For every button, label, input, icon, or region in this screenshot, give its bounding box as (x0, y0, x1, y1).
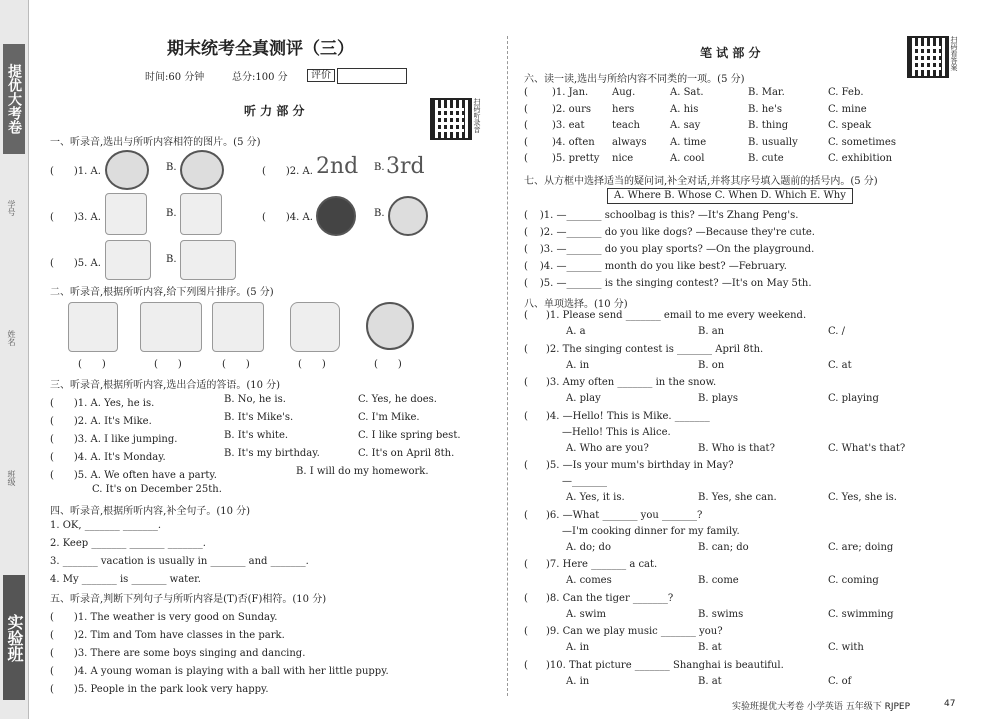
s8-bracket: ( (524, 310, 528, 321)
s1-q1-b: B. (166, 162, 177, 173)
s1-q2-text-a: 2nd (316, 154, 359, 179)
s2-blank-4[interactable]: ( ) (298, 359, 326, 370)
s3-row-3-b: B. It's white. (224, 430, 289, 441)
s8-option-a: A. in (566, 675, 590, 687)
book-spine (0, 0, 29, 719)
s8-option-c: C. are; doing (828, 541, 894, 553)
s8-question-line2: —Hello! This is Alice. (562, 426, 671, 438)
s1-q5-label: ( )5. A. (50, 258, 101, 269)
s6-cell: B. he's (748, 103, 782, 115)
s1-q2-label: ( )2. A. (262, 166, 313, 177)
s5-line-4: ( )4. A young woman is playing with a ball with her little puppy. (50, 666, 389, 677)
answer-qr-label: 扫码看答案 (950, 36, 958, 71)
s8-option-b: B. at (698, 675, 722, 687)
spine-bottom-label: 实验班 (3, 575, 25, 700)
s8-question: )9. Can we play music _______ you? (546, 626, 723, 637)
s6-cell: C. exhibition (828, 153, 893, 164)
section6-heading: 六、读一读,选出与所给内容不同类的一项。(5 分) (524, 74, 745, 85)
s6-cell: teach (612, 120, 640, 131)
s6-cell: B. thing (748, 120, 789, 131)
s8-option-b: B. plays (698, 393, 739, 404)
s8-option-b: B. an (698, 326, 725, 337)
s1-q2-text-b: 3rd (386, 154, 425, 179)
s1-q5-picture-b (180, 240, 236, 280)
s8-option-a: A. Yes, it is. (566, 492, 625, 503)
s6-cell: ( (524, 87, 528, 98)
s8-option-c: C. at (828, 359, 852, 371)
listening-qr-code (430, 98, 472, 140)
s8-option-a: A. swim (566, 608, 606, 620)
s6-cell: A. time (670, 136, 707, 148)
s8-question: )3. Amy often _______ in the snow. (546, 377, 717, 388)
s8-option-a: A. in (566, 642, 590, 653)
s1-q3-label: ( )3. A. (50, 212, 101, 223)
written-heading: 笔 试 部 分 (700, 46, 761, 60)
s8-option-a: A. play (566, 393, 601, 404)
s8-bracket: ( (524, 410, 528, 422)
page-title: 期末统考全真测评（三） (167, 39, 354, 59)
s8-question: )7. Here _______ a cat. (546, 559, 658, 570)
s7-line-3: ( )3. —_______ do you play sports? —On the playground. (524, 244, 815, 255)
spine-top-label: 提优大考卷 (3, 44, 25, 154)
s6-cell: B. Mar. (748, 87, 785, 98)
s1-q1-picture-b (180, 150, 224, 190)
s2-picture-1 (68, 302, 118, 352)
s8-option-b: B. swims (698, 608, 744, 620)
s6-cell: A. say (670, 120, 701, 131)
section2-heading: 二、听录音,根据所听内容,给下列图片排序。(5 分) (50, 287, 274, 298)
s1-q5-picture-a (105, 240, 151, 280)
s8-option-c: C. What's that? (828, 442, 906, 454)
s8-option-a: A. do; do (566, 541, 611, 553)
s1-q3-picture-a (105, 193, 147, 235)
s3-row-3: ( )3. A. I like jumping. (50, 434, 178, 445)
time-limit: 时间:60 分钟 (145, 72, 205, 83)
s2-picture-4 (290, 302, 340, 352)
s8-bracket: ( (524, 343, 528, 355)
s8-option-a: A. comes (566, 575, 612, 586)
s8-option-b: B. on (698, 359, 725, 371)
s3-row-1-c: C. Yes, he does. (358, 394, 437, 405)
section1-heading: 一、听录音,选出与所听内容相符的图片。(5 分) (50, 137, 261, 148)
s6-cell: ( (524, 103, 528, 115)
s1-q4-picture-b (388, 196, 428, 236)
s6-cell: Aug. (612, 87, 636, 98)
s8-question: )4. —Hello! This is Mike. _______ (546, 410, 710, 422)
s8-option-a: A. Who are you? (566, 442, 649, 454)
s1-q3-b: B. (166, 208, 177, 219)
evaluation-field (337, 68, 407, 84)
s8-bracket: ( (524, 377, 528, 388)
s2-picture-2 (140, 302, 202, 352)
s2-blank-1[interactable]: ( ) (78, 359, 106, 370)
s8-question: )1. Please send _______ email to me every weekend. (546, 310, 807, 321)
s6-cell: A. cool (670, 153, 705, 164)
s7-line-1: ( )1. —_______ schoolbag is this? —It's Zhang Peng's. (524, 210, 799, 221)
s3-row-2-c: C. I'm Mike. (358, 412, 420, 423)
s8-option-c: C. playing (828, 393, 879, 404)
s6-cell: )3. eat (552, 120, 585, 131)
s7-option-box: A. Where B. Whose C. When D. Which E. Why (607, 188, 853, 204)
s1-q3-picture-b (180, 193, 222, 235)
s6-cell: nice (612, 153, 634, 164)
s7-line-2: ( )2. —_______ do you like dogs? —Because they're cute. (524, 227, 815, 238)
s8-option-b: B. Yes, she can. (698, 492, 777, 503)
s8-option-b: B. can; do (698, 541, 749, 553)
s3-row-5-b: B. I will do my homework. (296, 466, 429, 477)
s1-q1-label: ( )1. A. (50, 166, 101, 177)
s3-row-3-c: C. I like spring best. (358, 430, 461, 441)
s6-cell: )5. pretty (552, 153, 600, 164)
spine-label-number: 班级 (7, 470, 16, 486)
s5-line-3: ( )3. There are some boys singing and dancing. (50, 648, 306, 659)
spine-label-name: 姓名 (7, 330, 16, 346)
s8-question: )8. Can the tiger _______? (546, 592, 674, 604)
s8-question-line2: —_______ (562, 476, 607, 487)
s8-bracket: ( (524, 460, 528, 471)
s8-option-b: B. come (698, 575, 739, 586)
s6-cell: hers (612, 103, 635, 115)
evaluation-label: 评价 (307, 69, 335, 82)
s6-cell: C. sometimes (828, 136, 896, 148)
s6-cell: ( (524, 153, 528, 164)
s1-q1-picture-a (105, 150, 149, 190)
s8-question: )10. That picture _______ Shanghai is beautiful. (546, 659, 784, 671)
s1-q4-b: B. (374, 208, 385, 219)
s6-cell: )2. ours (552, 103, 591, 115)
s4-line-3: 3. _______ vacation is usually in _______ and _______. (50, 556, 309, 567)
s2-blank-5[interactable]: ( ) (374, 359, 402, 370)
s8-bracket: ( (524, 559, 528, 570)
s3-row-5-c: C. It's on December 25th. (92, 484, 222, 495)
s8-bracket: ( (524, 659, 528, 671)
s4-line-4: 4. My _______ is _______ water. (50, 574, 201, 585)
s1-q2-b: B. (374, 162, 385, 173)
evaluation-box (307, 66, 407, 84)
section7-heading: 七、从方框中选择适当的疑问词,补全对话,并将其序号填入题前的括号内。(5 分) (524, 176, 878, 187)
section4-heading: 四、听录音,根据所听内容,补全句子。(10 分) (50, 506, 251, 517)
s6-cell: A. Sat. (670, 87, 704, 98)
s6-cell: ( (524, 120, 528, 131)
s3-row-2-b: B. It's Mike's. (224, 412, 294, 423)
s8-bracket: ( (524, 626, 528, 637)
s8-option-c: C. coming (828, 575, 879, 586)
s8-option-c: C. swimming (828, 608, 894, 620)
s6-cell: always (612, 136, 647, 148)
s6-cell: ( (524, 136, 528, 148)
s2-blank-3[interactable]: ( ) (222, 359, 250, 370)
s7-line-5: ( )5. —_______ is the singing contest? —It's on May 5th. (524, 278, 812, 289)
listening-heading: 听 力 部 分 (244, 104, 305, 118)
s3-row-5: ( )5. A. We often have a party. (50, 470, 217, 481)
s6-cell: )1. Jan. (552, 87, 589, 98)
s8-option-c: C. Yes, she is. (828, 492, 897, 503)
s1-q4-picture-a (316, 196, 356, 236)
s2-blank-2[interactable]: ( ) (154, 359, 182, 370)
s4-line-1: 1. OK, _______ _______. (50, 520, 162, 531)
s8-option-c: C. with (828, 642, 864, 653)
s8-option-c: C. of (828, 675, 852, 687)
s8-option-c: C. / (828, 326, 846, 337)
s6-cell: A. his (670, 103, 699, 115)
page-divider (507, 36, 508, 696)
s8-question: )5. —Is your mum's birthday in May? (546, 460, 734, 471)
s2-picture-5 (366, 302, 414, 350)
s8-option-b: B. Who is that? (698, 442, 775, 454)
section3-heading: 三、听录音,根据所听内容,选出合适的答语。(10 分) (50, 380, 281, 391)
s6-cell: C. speak (828, 120, 872, 131)
s3-row-4: ( )4. A. It's Monday. (50, 452, 166, 463)
s8-bracket: ( (524, 592, 528, 604)
s6-cell: B. usually (748, 136, 798, 148)
s3-row-1-b: B. No, he is. (224, 394, 286, 405)
s5-line-5: ( )5. People in the park look very happy. (50, 684, 269, 695)
s8-question-line2: —I'm cooking dinner for my family. (562, 525, 740, 537)
s8-question: )6. —What _______ you _______? (546, 509, 703, 521)
s5-line-2: ( )2. Tim and Tom have classes in the park. (50, 630, 285, 641)
s8-bracket: ( (524, 509, 528, 521)
s1-q4-label: ( )4. A. (262, 212, 313, 223)
s8-option-b: B. at (698, 642, 722, 653)
s5-line-1: ( )1. The weather is very good on Sunday. (50, 612, 278, 623)
s6-cell: B. cute (748, 153, 784, 164)
s1-q5-b: B. (166, 254, 177, 265)
s6-cell: C. mine (828, 103, 867, 115)
s8-question: )2. The singing contest is _______ April 8th. (546, 343, 764, 355)
s4-line-2: 2. Keep _______ _______ _______. (50, 538, 206, 549)
s6-cell: )4. often (552, 136, 595, 148)
total-score: 总分:100 分 (232, 72, 288, 83)
page-number: 47 (944, 699, 956, 709)
s6-cell: C. Feb. (828, 87, 864, 98)
section5-heading: 五、听录音,判断下列句子与所听内容是(T)否(F)相符。(10 分) (50, 594, 327, 605)
s8-option-a: A. a (566, 326, 586, 337)
s7-line-4: ( )4. —_______ month do you like best? —February. (524, 261, 787, 272)
listening-qr-label: 扫码听录音 (473, 98, 481, 133)
s2-picture-3 (212, 302, 264, 352)
answer-qr-code (907, 36, 949, 78)
section8-heading: 八、单项选择。(10 分) (524, 299, 628, 310)
s3-row-4-b: B. It's my birthday. (224, 448, 320, 459)
s3-row-2: ( )2. A. It's Mike. (50, 416, 152, 427)
s8-option-a: A. in (566, 359, 590, 371)
s3-row-1: ( )1. A. Yes, he is. (50, 398, 155, 409)
footer-book-title: 实验班提优大考卷 小学英语 五年级下 RJPEP (732, 702, 911, 712)
spine-label-class: 学号 (7, 200, 16, 216)
s3-row-4-c: C. It's on April 8th. (358, 448, 455, 459)
